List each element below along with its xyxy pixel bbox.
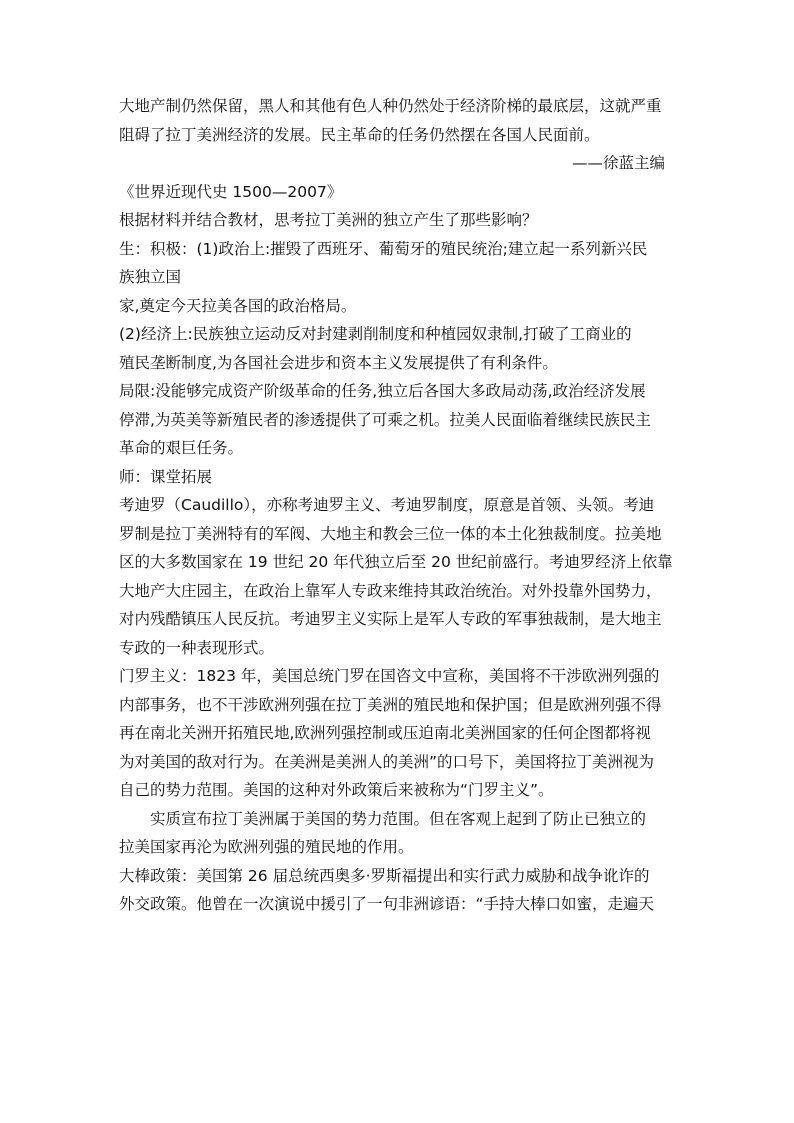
text-line: 阻碍了拉丁美洲经济的发展。民主革命的任务仍然摆在各国人民面前。 <box>119 125 600 144</box>
text-line: 再在南北关洲开拓殖民地,欧洲列强控制或压迫南北美洲国家的任何企图都将视 <box>119 724 651 742</box>
text-line: 大地产制仍然保留，黑人和其他有色人种仍然处于经济阶梯的最底层，这就严重 <box>119 97 662 115</box>
text-line: 大地产大庄园主，在政治上靠军人专政来维持其政治统治。对外投靠外国势力， <box>119 581 662 600</box>
text-line: 局限:没能够完成资产阶级革命的任务,独立后各国大多政局动荡,政治经济发展 <box>119 382 646 400</box>
text-line: 外交政策。他曾在一次演说中援引了一句非洲谚语：“手持大棒口如蜜，走遍天 <box>119 895 655 913</box>
text-line: 对内残酷镇压人民反抗。考迪罗主义实际上是军人专政的军事独裁制，是大地主 <box>119 610 662 628</box>
section-heading: 师：课堂拓展 <box>119 467 213 486</box>
text-line: 族独立国 <box>119 268 182 286</box>
text-line: 区的大多数国家在 19 世纪 20 年代独立后至 20 世纪前盛行。考迪罗经济上依靠 <box>119 553 673 571</box>
text-line: 停滞,为英美等新殖民者的渗透提供了可乘之机。拉美人民面临着继续民族民主 <box>119 410 651 429</box>
text-line: 门罗主义：1823 年，美国总统门罗在国咨文中宣称，美国将不干涉欧洲列强的 <box>119 667 660 685</box>
text-line: (2)经济上:民族独立运动反对封建剥削制度和种植园奴隶制,打破了工商业的 <box>119 325 632 343</box>
text-line: 殖民垄断制度,为各国社会进步和资本主义发展提供了有利条件。 <box>119 353 558 372</box>
author-attribution: ——徐蓝主编 <box>571 154 665 172</box>
question: 根据材料并结合教材，思考拉丁美洲的独立产生了那些影响？ <box>119 211 538 229</box>
text-line: 革命的艰巨任务。 <box>119 439 244 457</box>
book-title: 《世界近现代史 1500—2007》 <box>119 182 343 201</box>
document-page <box>119 96 679 923</box>
text-line: 罗制是拉丁美洲特有的军阀、大地主和教会三位一体的本土化独裁制度。拉美地 <box>119 524 662 543</box>
text-line: 实质宣布拉丁美洲属于美国的势力范围。但在客观上起到了防止已独立的 <box>150 809 647 828</box>
text-line: 自己的势力范围。美国的这种对外政策后来被称为“门罗主义”。 <box>119 781 554 799</box>
text-line: 家,奠定今天拉美各国的政治格局。 <box>119 296 357 315</box>
text-line: 内部事务，也不干涉欧洲列强在拉丁美洲的殖民地和保护国；但是欧洲列强不得 <box>119 695 662 714</box>
text-line: 大棒政策：美国第 26 届总统西奥多·罗斯福提出和实行武力威胁和战争讹诈的 <box>119 866 650 885</box>
text-line: 生：积极：(1)政治上:摧毁了西班牙、葡萄牙的殖民统治;建立起一系列新兴民 <box>119 239 648 258</box>
text-line: 拉美国家再沦为欧洲列强的殖民地的作用。 <box>119 838 414 856</box>
text-line: 为对美国的敌对行为。在美洲是美洲人的美洲”的口号下，美国将拉丁美洲视为 <box>119 752 655 771</box>
text-line: 专政的一种表现形式。 <box>119 638 275 657</box>
text-line: 考迪罗（Caudillo），亦称考迪罗主义、考迪罗制度，原意是首领、头领。考迪 <box>119 496 655 514</box>
